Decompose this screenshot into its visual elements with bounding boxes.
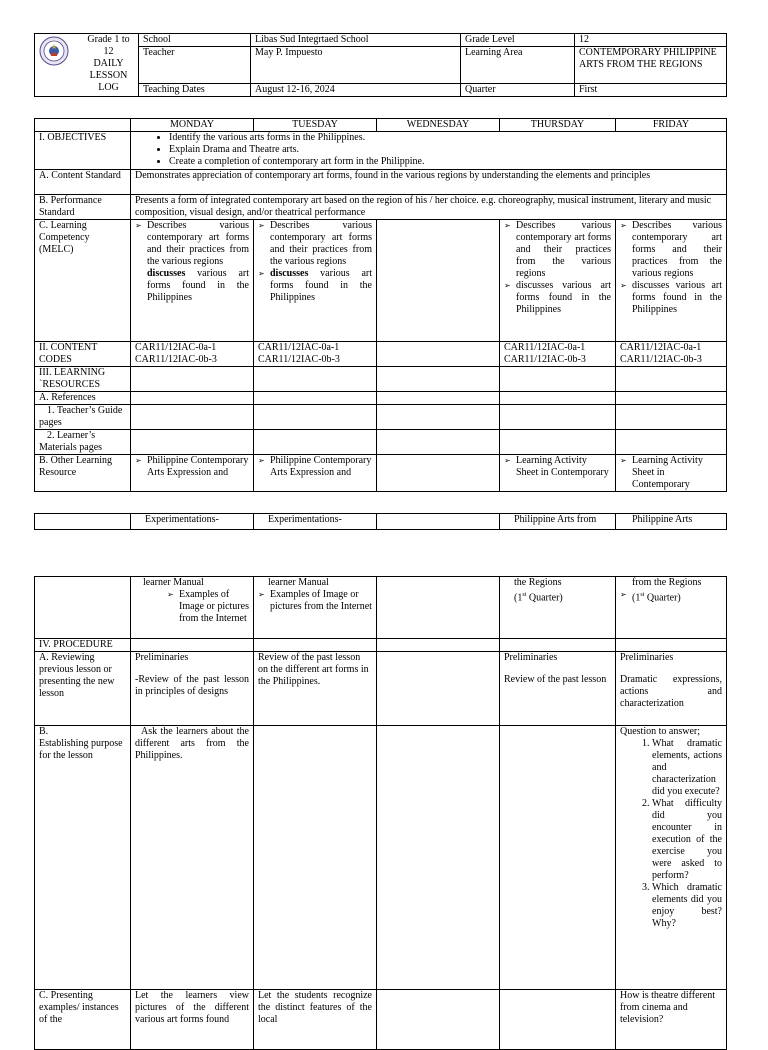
competency-item: ➢ Describes various contemporary art forms and their practices from the various regions bbox=[620, 220, 722, 280]
competency-friday bbox=[616, 220, 727, 342]
reviewing-tuesday: Review of the past lesson on the different art forms in the Philippines. bbox=[254, 652, 377, 726]
content-standard-text: Demonstrates appreciation of contemporary art forms, found in the various regions by understanding the elements and principles bbox=[131, 170, 727, 195]
competency-item: ➢ Describes various contemporary art forms and their practices from the various regions bbox=[258, 220, 372, 268]
quarter-note: ➢ (1st Quarter) bbox=[620, 589, 722, 604]
question-list bbox=[620, 738, 722, 930]
school-value: Libas Sud Integrtaed School bbox=[251, 34, 461, 47]
content-codes-label: II. CONTENT CODES bbox=[35, 342, 131, 367]
content-standard-row bbox=[35, 170, 727, 195]
resource-cont-tuesday bbox=[254, 577, 377, 639]
resources-row bbox=[35, 367, 727, 392]
learners-materials-label: 2. Learner’s Materials pages bbox=[35, 430, 131, 455]
grade-value: 12 bbox=[575, 34, 727, 47]
area-label: Learning Area bbox=[461, 47, 575, 84]
other-resource-friday bbox=[616, 455, 727, 492]
reviewing-label: A. Reviewing previous lesson or presenting the new lesson bbox=[35, 652, 131, 726]
strip-monday: Experimentations- bbox=[131, 514, 254, 530]
other-resource-wednesday bbox=[377, 455, 500, 492]
teacher-label: Teacher bbox=[139, 47, 251, 84]
teacher-value: May P. Impuesto bbox=[251, 47, 461, 84]
other-resource-label: B. Other Learning Resource bbox=[35, 455, 131, 492]
codes-wednesday bbox=[377, 342, 500, 367]
objective-item: • Create a completion of contemporary art form in the Philippine. bbox=[169, 156, 722, 168]
continuation-strip bbox=[34, 513, 727, 530]
resource-cont-thursday bbox=[500, 577, 616, 639]
competency-item: discusses various art forms found in the Philippines bbox=[147, 268, 249, 303]
reviewing-thursday: Preliminaries Review of the past lesson bbox=[500, 652, 616, 726]
resource-item: ➢ Examples of Image or pictures from the Internet bbox=[167, 589, 249, 625]
day-tuesday: TUESDAY bbox=[254, 119, 377, 132]
codes-tuesday: CAR11/12IAC-0a-1 CAR11/12IAC-0b-3 bbox=[254, 342, 377, 367]
day-monday: MONDAY bbox=[131, 119, 254, 132]
competency-tuesday bbox=[254, 220, 377, 342]
reviewing-row bbox=[35, 652, 727, 726]
resource-item: ➢ Learning Activity Sheet in Contemporary bbox=[504, 455, 611, 479]
competency-wednesday bbox=[377, 220, 500, 342]
strip-thursday: Philippine Arts from bbox=[500, 514, 616, 530]
resource-item: from the Regions bbox=[632, 577, 702, 588]
content-standard-label: A. Content Standard bbox=[35, 170, 131, 195]
resource-item: ➢ Philippine Contemporary Arts Expression and bbox=[135, 455, 249, 479]
day-thursday: THURSDAY bbox=[500, 119, 616, 132]
purpose-monday: Ask the learners about the different arts from the Philippines. bbox=[131, 726, 254, 990]
day-header-row bbox=[35, 119, 727, 132]
lesson-table-page1 bbox=[34, 118, 727, 492]
school-label: School bbox=[139, 34, 251, 47]
objective-item: • Explain Drama and Theatre arts. bbox=[169, 144, 722, 156]
other-resource-monday bbox=[131, 455, 254, 492]
objectives-label: I. OBJECTIVES bbox=[35, 132, 131, 170]
presenting-friday: How is theatre different from cinema and television? bbox=[616, 990, 727, 1050]
competency-item: ➢ Describes various contemporary art forms and their practices from the various regions bbox=[135, 220, 249, 268]
resource-item: ➢ Examples of Image or pictures from the Internet bbox=[258, 589, 372, 613]
resource-item: ➢ Learning Activity Sheet in Contemporary bbox=[620, 455, 722, 491]
resource-item: ➢ Philippine Contemporary Arts Expression and bbox=[258, 455, 372, 479]
purpose-label: B. Establishing purpose for the lesson bbox=[35, 726, 131, 990]
competency-row bbox=[35, 220, 727, 342]
competency-item: ➢ discusses various art forms found in the Philippines bbox=[620, 280, 722, 316]
teachers-guide-label: 1. Teacher’s Guide pages bbox=[35, 405, 131, 430]
procedure-row bbox=[35, 639, 727, 652]
performance-standard-text: Presents a form of integrated contemporary art based on the region of his / her choice. e.g. choreography, musical instrument, literary and music composition, visual design, and/or theatrical performance bbox=[131, 195, 727, 220]
references-label: A. References bbox=[35, 392, 131, 405]
strip-tuesday: Experimentations- bbox=[254, 514, 377, 530]
purpose-row bbox=[35, 726, 727, 990]
dates-value: August 12-16, 2024 bbox=[251, 84, 461, 97]
other-resource-row bbox=[35, 455, 727, 492]
question-item: 2. What difficulty did you encounter in execution of the exercise you were asked to perform? bbox=[652, 798, 722, 882]
quarter-label: Quarter bbox=[461, 84, 575, 97]
reviewing-friday: Preliminaries Dramatic expressions, actions and characterization bbox=[616, 652, 727, 726]
header-table bbox=[34, 33, 727, 97]
day-friday: FRIDAY bbox=[616, 119, 727, 132]
procedure-label: IV. PROCEDURE bbox=[35, 639, 131, 652]
presenting-monday: Let the learners view pictures of the different various art forms found bbox=[131, 990, 254, 1050]
competency-thursday bbox=[500, 220, 616, 342]
question-item: 3. Which dramatic elements did you enjoy best? Why? bbox=[652, 882, 722, 930]
references-row bbox=[35, 392, 727, 405]
deped-seal-icon bbox=[39, 36, 69, 66]
area-value: CONTEMPORARY PHILIPPINE ARTS FROM THE REGIONS bbox=[575, 47, 727, 84]
performance-standard-row bbox=[35, 195, 727, 220]
competency-item: ➢ discusses various art forms found in the Philippines bbox=[504, 280, 611, 316]
content-codes-row bbox=[35, 342, 727, 367]
question-item: 1. What dramatic elements, actions and characterization did you execute? bbox=[652, 738, 722, 798]
resource-item: learner Manual bbox=[143, 577, 204, 588]
competency-monday bbox=[131, 220, 254, 342]
resource-cont-monday bbox=[131, 577, 254, 639]
strip-friday: Philippine Arts bbox=[616, 514, 727, 530]
presenting-row bbox=[35, 990, 727, 1050]
resource-continued-row bbox=[35, 577, 727, 639]
objectives-list-cell bbox=[131, 132, 727, 170]
presenting-tuesday: Let the students recognize the distinct features of the local bbox=[254, 990, 377, 1050]
objectives-row bbox=[35, 132, 727, 170]
competency-label: C. Learning Competency (MELC) bbox=[35, 220, 131, 342]
quarter-value: First bbox=[575, 84, 727, 97]
dates-label: Teaching Dates bbox=[139, 84, 251, 97]
competency-item: ➢ discusses various art forms found in the Philippines bbox=[258, 268, 372, 304]
day-wednesday: WEDNESDAY bbox=[377, 119, 500, 132]
learners-materials-row bbox=[35, 430, 727, 455]
codes-monday: CAR11/12IAC-0a-1 CAR11/12IAC-0b-3 bbox=[131, 342, 254, 367]
codes-thursday: CAR11/12IAC-0a-1 CAR11/12IAC-0b-3 bbox=[500, 342, 616, 367]
objective-item: • Identify the various arts forms in the Philippines. bbox=[169, 132, 722, 144]
resource-item: the Regions bbox=[514, 577, 562, 588]
competency-item: ➢ Describes various contemporary art forms and their practices from the various regions bbox=[504, 220, 611, 280]
quarter-note: (1st Quarter) bbox=[514, 592, 563, 604]
performance-standard-label: B. Performance Standard bbox=[35, 195, 131, 220]
lesson-table-page2 bbox=[34, 576, 727, 1050]
presenting-label: C. Presenting examples/ instances of the bbox=[35, 990, 131, 1050]
resource-item: learner Manual bbox=[268, 577, 329, 588]
purpose-friday: Question to answer; 1. What dramatic elements, actions and characterization did you execute? 2. What difficulty did you encounter in execution of the exercise you were asked to perform? 3. Which dramatic elements did you enjoy best? Why? bbox=[616, 726, 727, 990]
resources-label: III. LEARNING `RESOURCES bbox=[35, 367, 131, 392]
grade-label: Grade Level bbox=[461, 34, 575, 47]
codes-friday: CAR11/12IAC-0a-1 CAR11/12IAC-0b-3 bbox=[616, 342, 727, 367]
doc-title-cell bbox=[35, 34, 139, 97]
other-resource-tuesday bbox=[254, 455, 377, 492]
resource-cont-friday bbox=[616, 577, 727, 639]
objectives-list bbox=[135, 132, 722, 168]
reviewing-monday: Preliminaries -Review of the past lesson in principles of designs bbox=[131, 652, 254, 726]
other-resource-thursday bbox=[500, 455, 616, 492]
teachers-guide-row bbox=[35, 405, 727, 430]
doc-title: Grade 1 to 12 DAILY LESSON LOG bbox=[87, 34, 130, 93]
